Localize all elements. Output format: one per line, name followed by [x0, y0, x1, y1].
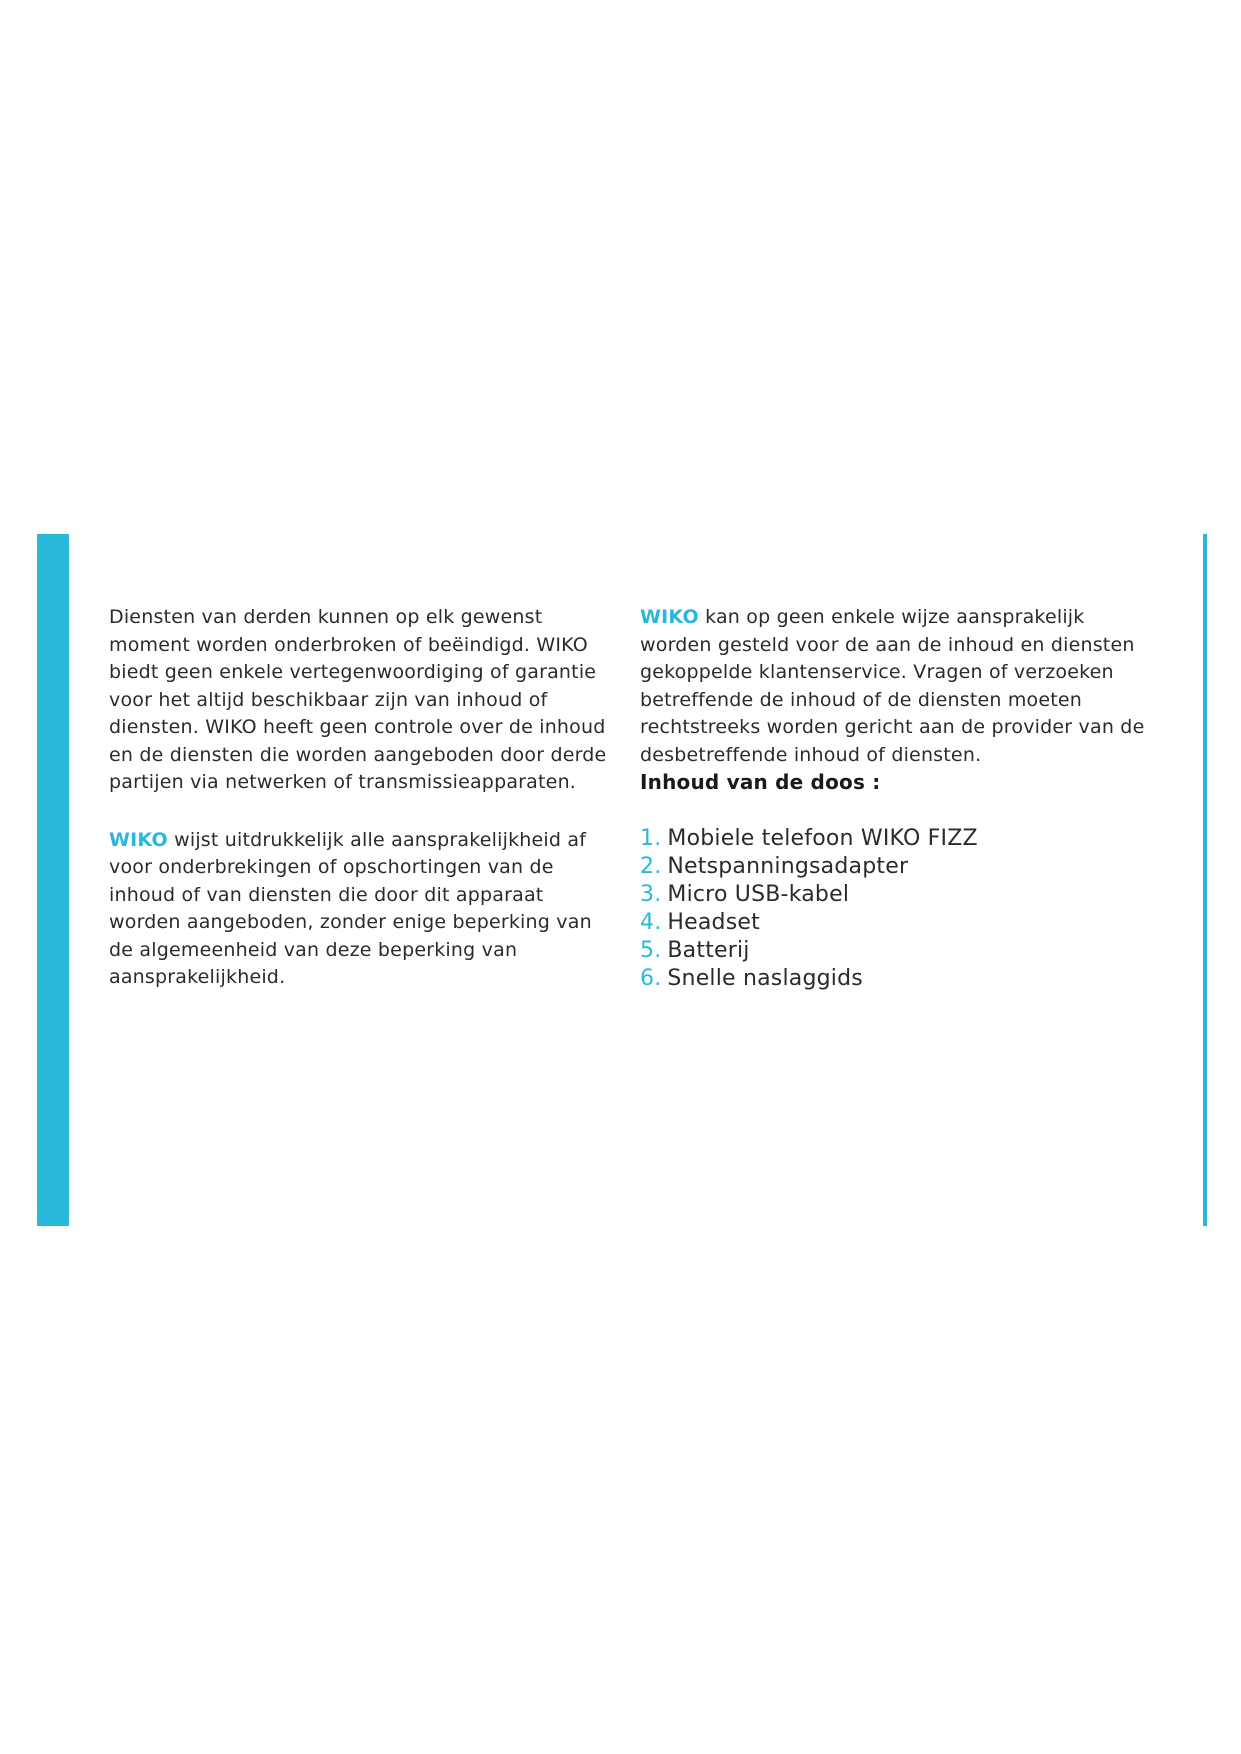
liability-disclaimer-text: wijst uitdrukkelijk alle aansprakelijkheid af voor onderbrekingen of opschortingen van de inhoud of van diensten die door dit apparaat worden aangeboden, zonder enige beperking van de algemeenheid van deze beperking van aansprakelijkheid.: [109, 828, 592, 988]
brand-name: WIKO: [109, 828, 168, 851]
left-accent-bar: [37, 534, 69, 1226]
list-item-label: Batterij: [667, 938, 750, 963]
list-item-number: 5.: [640, 938, 662, 963]
list-item: [640, 965, 1160, 993]
list-item-number: 2.: [640, 854, 662, 879]
list-item-number: 3.: [640, 882, 662, 907]
list-item-label: Headset: [667, 910, 760, 935]
list-item-label: Micro USB-kabel: [667, 882, 850, 907]
list-item: [640, 881, 1160, 909]
list-item-label: Mobiele telefoon WIKO FIZZ: [667, 826, 978, 851]
liability-disclaimer-paragraph: [109, 827, 614, 992]
list-item-label: Netspanningsadapter: [667, 854, 909, 879]
customer-service-text: kan op geen enkele wijze aansprakelijk worden gesteld voor de aan de inhoud en diensten gekoppelde klantenservice. Vragen of verzoeken betreffende de inhoud of de diensten moeten rechtstreeks worden gericht aan de provider van de desbetreffende inhoud of diensten.: [640, 606, 1145, 766]
right-accent-line: [1203, 534, 1207, 1226]
box-contents-heading: Inhoud van de doos :: [640, 770, 881, 794]
brand-name: WIKO: [640, 606, 699, 628]
left-column: [109, 604, 614, 992]
list-item: [640, 937, 1160, 965]
box-contents-list: [640, 825, 1160, 993]
list-item-number: 6.: [640, 966, 662, 991]
list-item-number: 4.: [640, 910, 662, 935]
list-item: [640, 853, 1160, 881]
list-item-number: 1.: [640, 826, 662, 851]
list-item: [640, 909, 1160, 937]
services-interruption-paragraph: Diensten van derden kunnen op elk gewenst moment worden onderbroken of beëindigd. WIKO biedt geen enkele vertegenwoordiging of garantie voor het altijd beschikbaar zijn van inhoud of diensten. WIKO heeft geen controle over de inhoud en de diensten die worden aangeboden door derde partijen via netwerken of transmissieapparaten.: [109, 606, 607, 793]
right-column: [640, 604, 1160, 993]
list-item: [640, 825, 1160, 853]
customer-service-paragraph: [640, 604, 1160, 769]
list-item-label: Snelle naslaggids: [667, 966, 863, 991]
